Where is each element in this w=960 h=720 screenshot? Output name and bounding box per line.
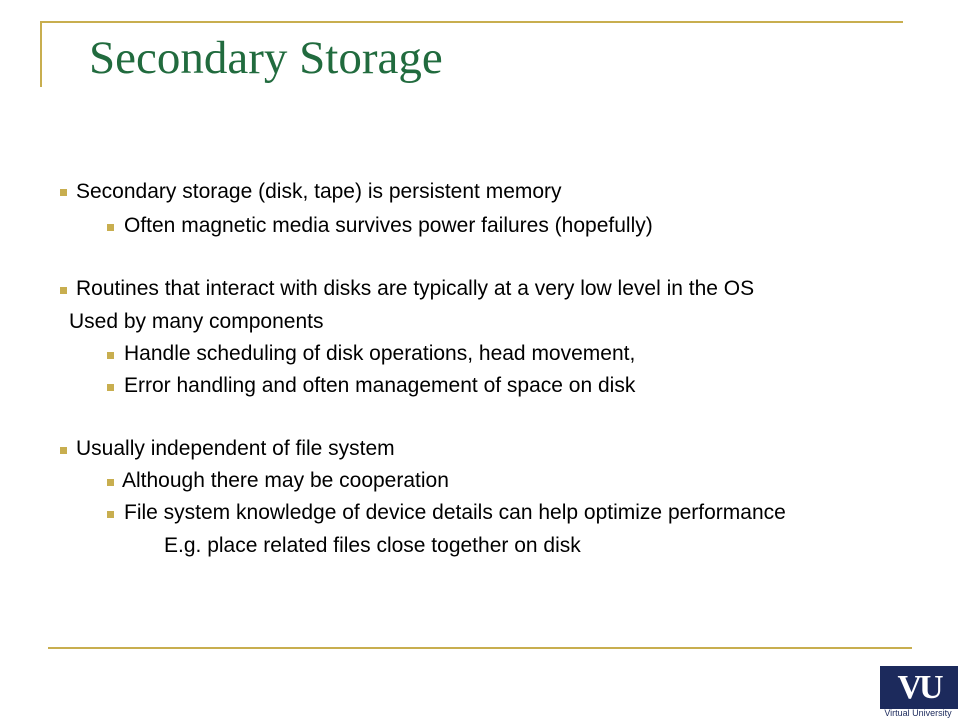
bullet-icon [107,224,114,231]
bullet-icon [107,384,114,391]
bullet-icon [60,189,67,196]
bullet-text: File system knowledge of device details can help optimize performance [124,501,786,524]
bullet-text: Handle scheduling of disk operations, head movement, [124,342,636,365]
example-text: E.g. place related files close together on disk [164,534,581,557]
bullet-icon [107,511,114,518]
logo-mark [880,666,958,709]
logo-mark-text: VU [897,669,941,706]
bullet-icon [107,352,114,359]
bullet-icon [60,287,67,294]
continuation-text: Used by many components [69,310,324,333]
bullet-text: Error handling and often management of space on disk [124,374,636,397]
left-rule [40,21,42,87]
university-logo [876,662,956,718]
bottom-rule [48,647,912,649]
bullet-text: Secondary storage (disk, tape) is persistent memory [76,180,562,203]
bullet-text: Routines that interact with disks are typically at a very low level in the OS [76,277,755,300]
slide-title: Secondary Storage [89,32,443,84]
bullet-text: Although there may be cooperation [122,469,449,492]
top-rule [40,21,903,23]
bullet-text: Usually independent of file system [76,437,395,460]
bullet-icon [60,447,67,454]
bullet-text: Often magnetic media survives power failures (hopefully) [124,214,653,237]
logo-caption: Virtual University [884,708,952,718]
bullet-icon [107,479,114,486]
